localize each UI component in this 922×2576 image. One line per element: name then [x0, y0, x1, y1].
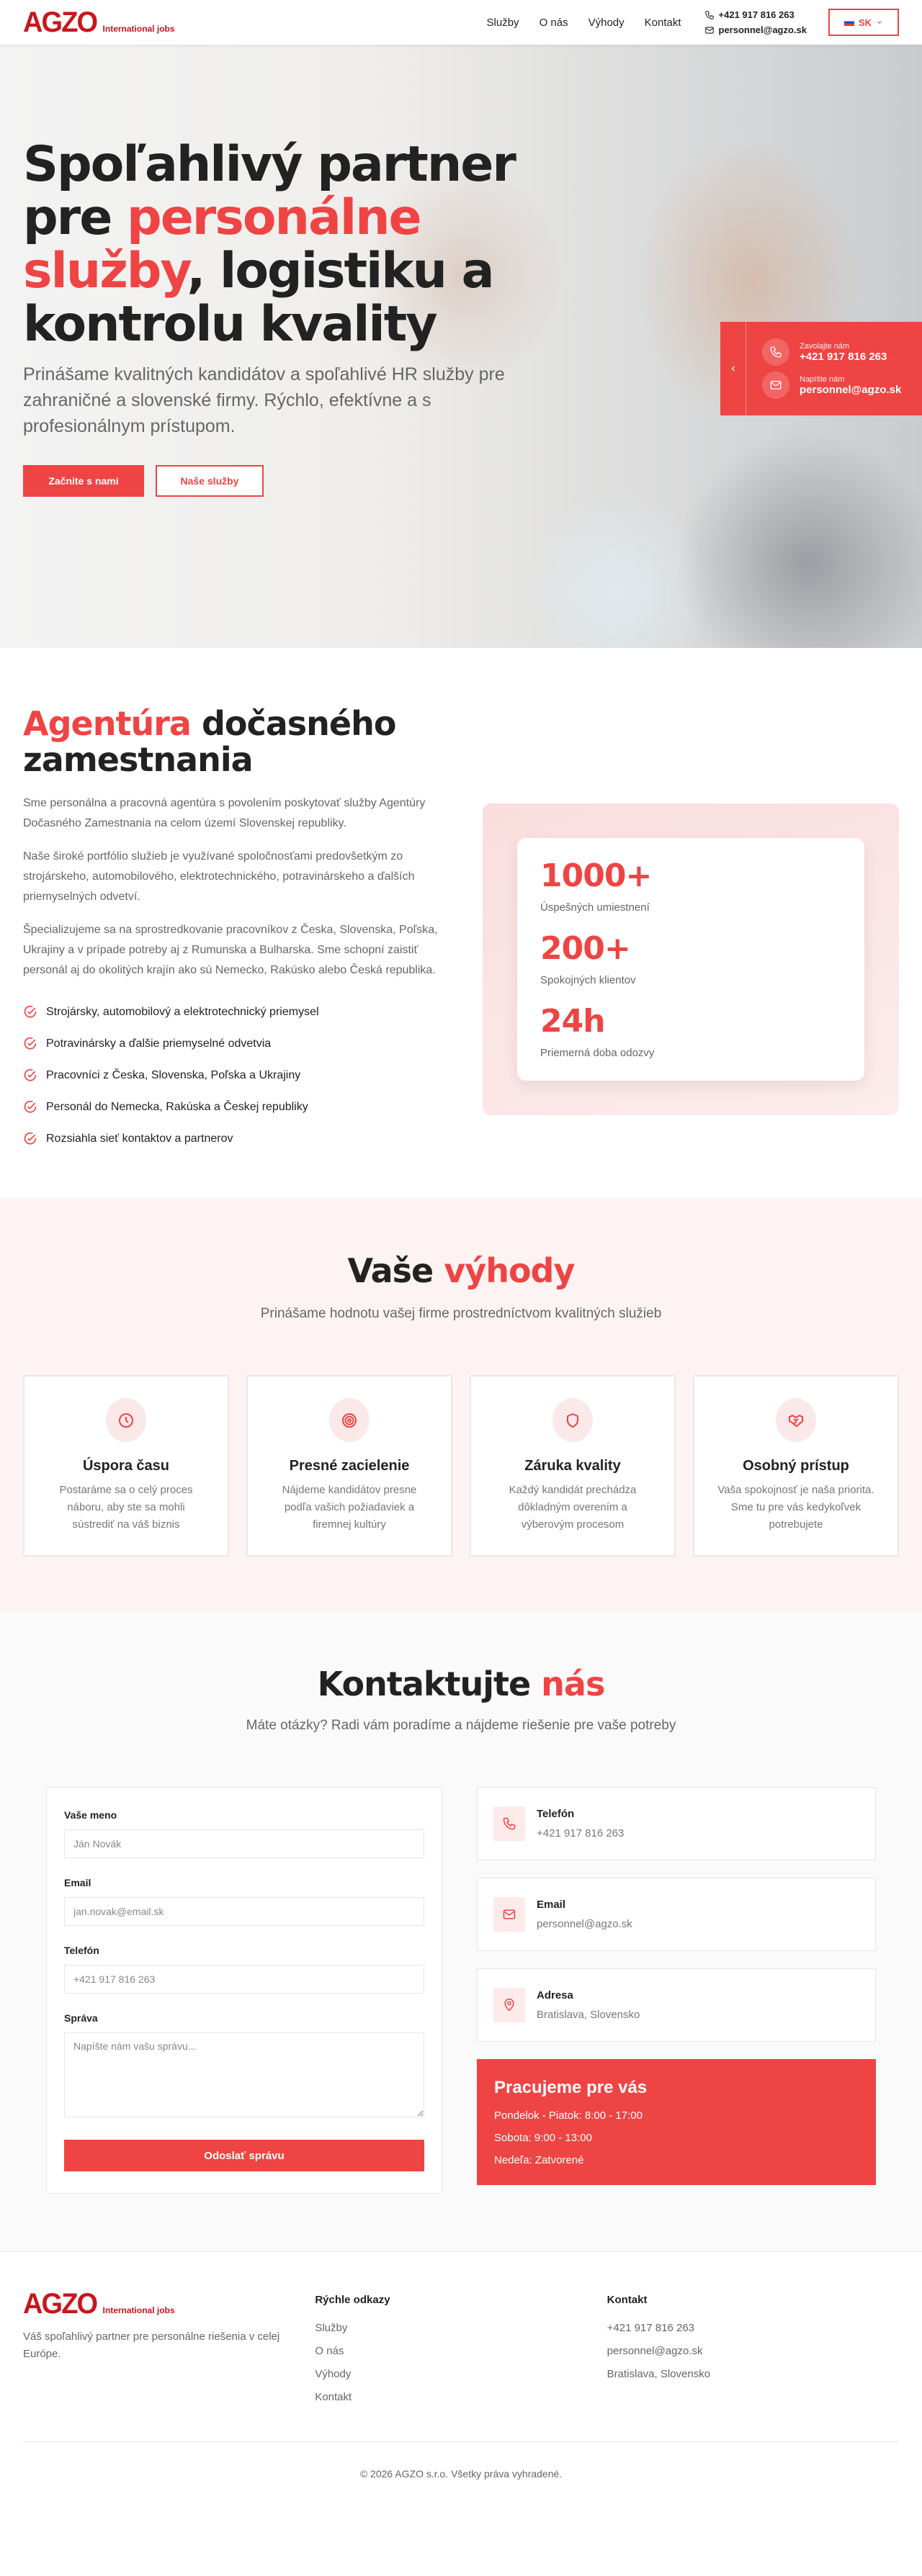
checklist-item: Strojársky, automobilový a elektrotechnický priemysel [23, 996, 448, 1028]
name-input[interactable] [64, 1829, 424, 1858]
benefit-card: Úspora času Postaráme sa o celý proces náboru, aby ste sa mohli sústrediť na váš biznis [23, 1375, 229, 1557]
nav-link-o-nas[interactable]: O nás [539, 16, 568, 29]
language-code: SK [858, 17, 872, 28]
shield-icon [564, 1412, 581, 1429]
name-label: Vaše meno [64, 1809, 117, 1821]
check-circle-icon [23, 1132, 37, 1146]
header-phone[interactable]: +421 917 816 263 [704, 9, 807, 20]
mail-icon [502, 1907, 516, 1922]
checklist-item: Potravinársky a ďalšie priemyselné odvetvia [23, 1028, 448, 1060]
footer-link-kontakt[interactable]: Kontakt [315, 2391, 352, 2403]
footer-address: Bratislava, Slovensko [607, 2368, 711, 2380]
footer-email[interactable]: personnel@agzo.sk [607, 2345, 703, 2357]
footer-link-sluzby[interactable]: Služby [315, 2322, 348, 2334]
about-section [0, 648, 922, 1198]
hero-title: Spoľahlivý partner pre personálne služby, logistiku a kontrolu kvality [23, 136, 515, 353]
nav-link-sluzby[interactable]: Služby [486, 16, 519, 29]
floating-email[interactable]: Napíšte nám personnel@agzo.sk [762, 371, 922, 399]
benefits-title: Vaše výhody [347, 1251, 575, 1290]
logo-wordmark: AGZO [23, 6, 97, 38]
header-contacts [704, 9, 807, 35]
contact-section [0, 1613, 922, 2251]
stats-panel [483, 803, 899, 1115]
footer-link-vyhody[interactable]: Výhody [315, 2368, 352, 2380]
phone-label: Telefón [64, 1945, 99, 1956]
message-textarea[interactable] [64, 2032, 424, 2117]
handshake-icon [787, 1412, 805, 1429]
contact-info-phone: Telefón +421 917 816 263 [477, 1787, 876, 1860]
contact-subtitle: Máte otázky? Radi vám poradíme a nájdeme riešenie pre vaše potreby [246, 1718, 676, 1733]
benefits-subtitle: Prinášame hodnotu vašej firme prostredníctvom kvalitných služieb [260, 1306, 662, 1321]
logo-tagline: International jobs [102, 24, 175, 34]
stats-card [517, 838, 864, 1081]
benefits-section [0, 1198, 922, 1613]
footer-tagline: Váš spoľahlivý partner pre personálne riešenia v celej Európe. [23, 2330, 280, 2360]
check-circle-icon [23, 1068, 37, 1083]
about-title: Agentúra dočasného zamestnania [23, 704, 396, 779]
floating-call[interactable]: Zavolajte nám +421 917 816 263 [762, 338, 922, 366]
language-selector[interactable] [828, 9, 899, 36]
nav-link-kontakt[interactable]: Kontakt [644, 16, 681, 29]
stat-placements: 1000+ Úspešných umiestnení [540, 857, 652, 914]
benefit-card: Záruka kvality Každý kandidát prechádza dôkladným overením a výberovým procesom [470, 1375, 676, 1557]
checklist-item: Pracovníci z Česka, Slovenska, Poľska a Ukrajiny [23, 1060, 448, 1091]
main-nav [487, 17, 681, 29]
site-header [0, 0, 922, 45]
footer-logo[interactable]: AGZO International jobs [23, 2288, 175, 2320]
feature-checklist [23, 996, 448, 1155]
footer-contact-title: Kontakt [607, 2294, 648, 2306]
site-footer [0, 2251, 922, 2523]
checklist-item: Rozsiahla sieť kontaktov a partnerov [23, 1123, 448, 1155]
collapse-panel-button[interactable] [720, 322, 746, 415]
get-started-button[interactable]: Začnite s nami [23, 465, 144, 497]
email-label: Email [64, 1877, 91, 1888]
hero-section [0, 45, 922, 648]
slovakia-flag-icon [844, 19, 854, 26]
check-circle-icon [23, 1037, 37, 1051]
benefit-card: Osobný prístup Vaša spokojnosť je naša priorita. Sme tu pre vás kedykoľvek potrebujete [693, 1375, 899, 1557]
mail-icon [769, 379, 782, 392]
target-icon [341, 1412, 358, 1429]
checklist-item: Personál do Nemecka, Rakúska a Českej republiky [23, 1091, 448, 1123]
phone-icon [502, 1816, 516, 1831]
send-message-button[interactable]: Odoslať správu [64, 2140, 424, 2171]
about-paragraph: Naše široké portfólio služieb je využívané spoločnosťami predovšetkým zo strojárskeho, automobilového, elektrotechnického, potravinárskeho a ďalších priemyselných odvetví. [23, 850, 415, 903]
hero-lead: Prinášame kvalitných kandidátov a spoľahlivé HR služby pre zahraničné a slovenské firmy. Rýchlo, efektívne a s profesionálnym prístupom. [23, 364, 505, 436]
stat-clients: 200+ Spokojných klientov [540, 930, 636, 986]
chevron-down-icon [876, 19, 883, 26]
header-email[interactable]: personnel@agzo.sk [704, 24, 807, 35]
footer-links-title: Rýchle odkazy [315, 2294, 390, 2306]
contact-info-email: Email personnel@agzo.sk [477, 1878, 876, 1951]
about-paragraph: Sme personálna a pracovná agentúra s povolením poskytovať služby Agentúry Dočasného Zamestnania na celom území Slovenskej republiky. [23, 797, 426, 829]
check-circle-icon [23, 1005, 37, 1019]
check-circle-icon [23, 1100, 37, 1114]
logo[interactable] [23, 8, 175, 37]
contact-form [46, 1787, 442, 2194]
contact-title: Kontaktujte nás [317, 1665, 605, 1703]
chevron-left-icon [729, 364, 738, 373]
nav-link-vyhody[interactable]: Výhody [588, 16, 625, 29]
opening-hours: Pracujeme pre vás Pondelok - Piatok: 8:00 - 17:00 Sobota: 9:00 - 13:00 Nedeľa: Zatvorené [477, 2059, 876, 2185]
our-services-button[interactable]: Naše služby [156, 465, 264, 497]
phone-input[interactable] [64, 1965, 424, 1994]
phone-icon [769, 346, 782, 359]
phone-icon [704, 10, 715, 20]
footer-phone[interactable]: +421 917 816 263 [607, 2322, 695, 2334]
hero-title-highlight: personálne služby [23, 189, 421, 300]
contact-info-address: Adresa Bratislava, Slovensko [477, 1968, 876, 2042]
footer-link-o-nas[interactable]: O nás [315, 2345, 344, 2357]
copyright: © 2026 AGZO s.r.o. Všetky práva vyhradené. [23, 2441, 899, 2523]
benefit-card: Presné zacielenie Nájdeme kandidátov presne podľa vašich požiadaviek a firemnej kultúry [246, 1375, 452, 1557]
clock-icon [117, 1412, 135, 1429]
mail-icon [704, 25, 715, 35]
email-input[interactable] [64, 1897, 424, 1926]
location-pin-icon [502, 1998, 516, 2012]
stat-response-time: 24h Priemerná doba odozvy [540, 1003, 655, 1059]
floating-contact-panel [720, 322, 922, 415]
about-paragraph: Špecializujeme sa na sprostredkovanie pracovníkov z Česka, Slovenska, Poľska, Ukrajiny a v prípade potreby aj z Rumunska a Bulharska. Sme schopní zaistiť personál aj do okolitých krajín ako sú Nemecko, Rakúsko alebo Česká republika. [23, 924, 438, 976]
message-label: Správa [64, 2012, 98, 2024]
